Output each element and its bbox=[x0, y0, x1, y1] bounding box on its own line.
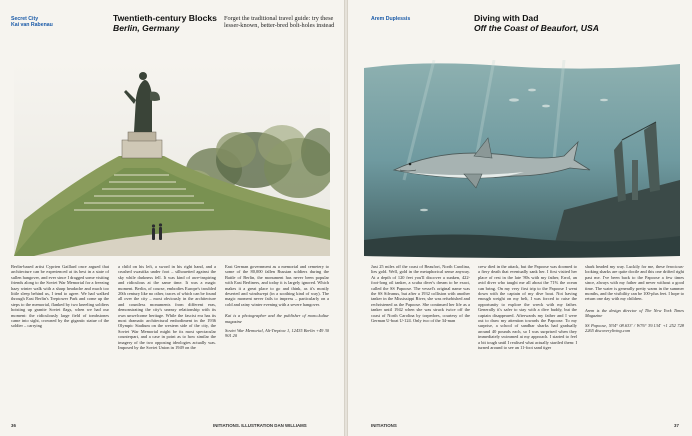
memorial-illustration bbox=[14, 60, 330, 256]
column-text: Just 25 miles off the coast of Beaufort, North Carolina, lies gold. Well, gold in the metaphorical sense anyway. At a depth of 120 feet you'll discover a sunken, 422-foot-long oil tanker, a scuba diver's dream to be exact, called the SS Papoose. The vessel's original name was the SS Silvanus, but after a 1932 collision with another tanker in the Mississippi River, she was refurbished and rechristened as the Papoose. She continued her life as a tanker until 1942 when she was struck twice off the coast of North Carolina by torpedoes, courtesy of the German U-boat U-124. Only two of the 34-man bbox=[371, 264, 470, 324]
section-label: Secret City bbox=[11, 16, 39, 22]
column-text: East German government as a memorial and cemetery to some of the 80,000 fallen Russian soldiers during the Battle of Berlin, the monument has never been popular with East Berliners, and today it is largely ignored. Which makes it a great place to go and think, as it's mostly deserted and windswept (in a soothing kind of way). The magic moment never fails to impress – particularly on a cold and rainy winter evening with a severe hangover. bbox=[225, 264, 329, 307]
author-bio: Kai is a photographer and the publisher of mono.kultur magazine bbox=[225, 313, 329, 324]
pedestal bbox=[122, 140, 162, 158]
body-column-2 bbox=[478, 264, 577, 351]
location-info: Soviet War Memorial, Alt-Treptow 1, 12435 Berlin +49 30 901 20 bbox=[225, 328, 329, 339]
article-title: Diving with Dad bbox=[474, 13, 539, 23]
body-column-1 bbox=[11, 264, 109, 329]
body-column-2 bbox=[118, 264, 216, 351]
page-number: 37 bbox=[674, 423, 679, 428]
footer-credit: INITIATIONS bbox=[371, 423, 397, 428]
footer-credit: INITIATIONS. ILLUSTRATION DAN WILLIAMS bbox=[213, 423, 307, 428]
article-subtitle: Berlin, Germany bbox=[113, 23, 180, 33]
right-page bbox=[348, 0, 692, 436]
column-text: a child on his left, a sword in his right hand, and a crushed swastika under foot – silhouetted against the sky while darkness fell. It was kind of awe-inspiring and ridiculous at the same time. It was a magic moment. Berlin, of course, embodies Europe's troubled 20th century like no other, traces of which can be found all over the city – most obviously in the architecture and countless monuments from different eras, demonstrating the city's uneasy relationship with its own unwelcome heritage. While the fascist era has its most dramatic architectural embodiment in the 1936 Olympic Stadium on the western side of the city, the Soviet War Memorial might be its most spectacular counterpart, and a case in point as to how similar the imagery of the two opposing ideologies actually was. Imposed by the Soviet Union in 1949 on the bbox=[118, 264, 216, 351]
column-text: Berlin-based artist Cyprien Gaillard once argued that architecture can be experienced at its best in a state of sullen hangover, and ever since I dragged some visiting friends along to the Soviet War Memorial for a freezing hazy winter walk with a sharp headache and much too little sleep behind us, I tend to agree. We had walked through East Berlin's Treptower Park and come up the steps to the memorial, flanked by two kneeling soldiers hoisting up granite Soviet flags, when we had our moment: the ridiculously large field of tombstones came into sight, crowned by the gigantic statue of the soldier – carrying bbox=[11, 264, 109, 329]
article-title: Twentieth-century Blocks bbox=[113, 13, 217, 23]
author-bio: Arem is the design director of The New York Times Magazine bbox=[585, 307, 684, 319]
article-subtitle: Off the Coast of Beaufort, USA bbox=[474, 23, 599, 33]
body-column-1 bbox=[371, 264, 470, 323]
column-text: shark headed my way. Luckily for me, these ferocious-looking sharks are quite docile and this one drifted right past me. I've been back to the Papoose a few times since, always with my father and never without a good time. The water is generally pretty warm in the summer months, and the visibility can be 100-plus feet. I hope to return one day with my children. bbox=[585, 264, 685, 302]
article-dek: Forget the traditional travel guide: try these lesser-known, better-bred bolt-holes instead bbox=[224, 15, 335, 30]
page-number: 36 bbox=[11, 423, 16, 428]
left-page bbox=[0, 0, 344, 436]
author-name: Kai van Rabenau bbox=[11, 22, 53, 28]
column-text: crew died in the attack, but the Papoose was doomed to a fiery death that eventually sank her. I first visited her place of rest in the late '80s with my father, Errol, an avid diver who taught me all about the 71% the ocean can bring. On my very first trip to the Papoose I went down with the captain of my dive boat. Not having enough weight on my belt, I was forced to raise the opportunity to explore the wreck with my father. Generally it's safer to stay with a dive buddy, but the captain disappeared. Afterwards my father and I were out to draw my attention towards the Papoose. To my surprise, a school of sandbar sharks had gradually around 40 pounds each, so I was surprised when they immediately swimmed at my approach. I started to feel a bit tough until I realised what actually startled them: I turned around to see an 11-foot sand tiger bbox=[478, 264, 577, 351]
shark-illustration bbox=[364, 60, 680, 260]
section-label: Arem Duplessis bbox=[371, 16, 411, 22]
body-column-3 bbox=[585, 264, 684, 333]
body-column-3 bbox=[225, 264, 329, 339]
location-info: SS Papoose, N34° 08.633' / W76° 39.134' +1 252 728 2265 discoveryliving.com bbox=[585, 322, 684, 334]
